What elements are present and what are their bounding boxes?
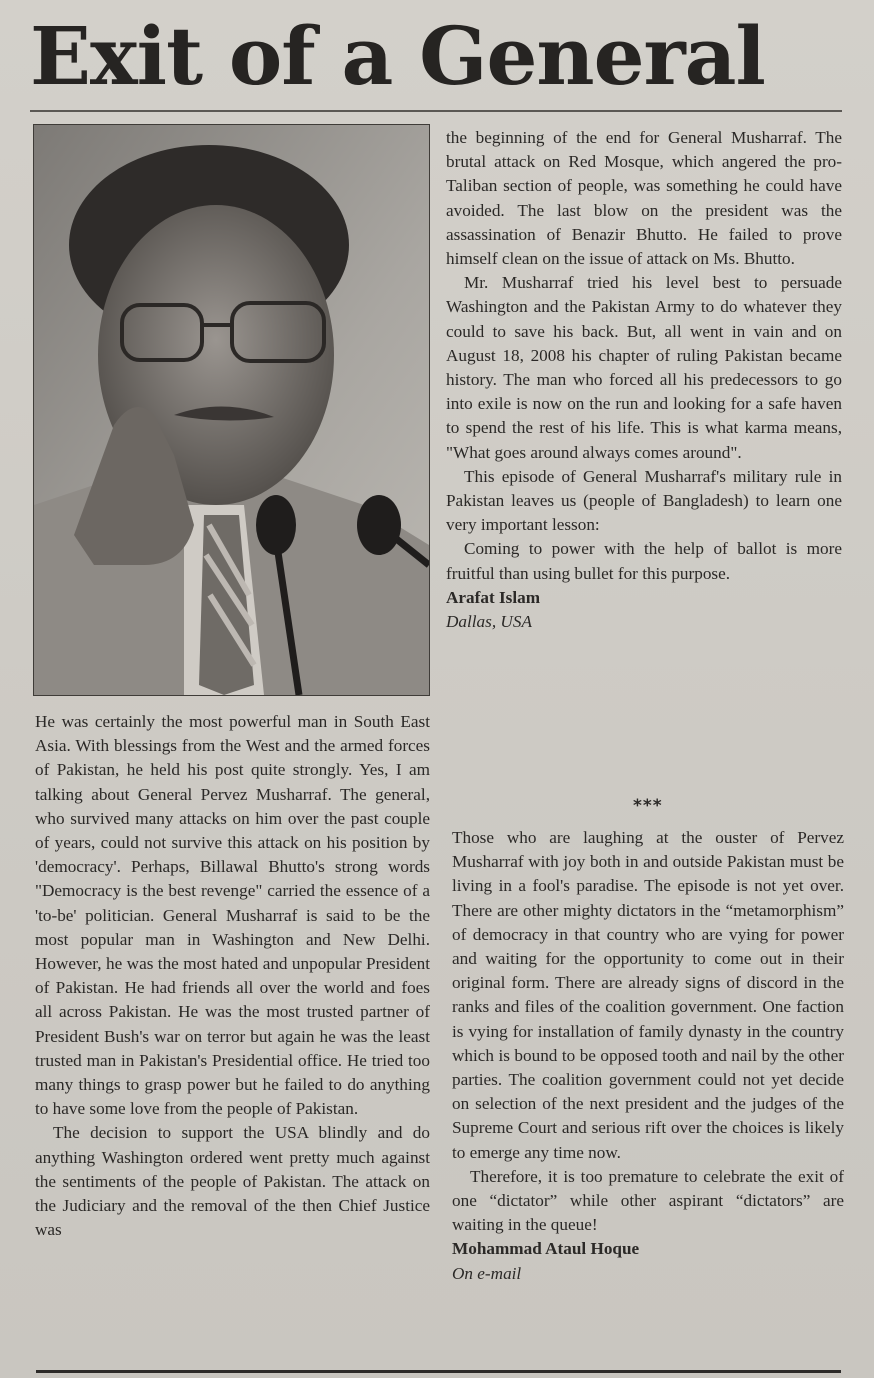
letter1-author: Arafat Islam: [446, 587, 541, 607]
letter2-column: [452, 826, 844, 1286]
portrait-photo: [33, 124, 430, 696]
letter1-column-left: [35, 710, 430, 1242]
letter1-paragraph-5: This episode of General Musharraf's military rule in Pakistan leaves us (people of Bangladesh) to learn one very important lesson:: [446, 466, 842, 535]
letter1-paragraph-4: Mr. Musharraf tried his level best to persuade Washington and the Pakistan Army to do whatever they could to save his back. But, all went in vain and on August 18, 2008 his chapter of ruling Pakistan became history. The man who forced all his predecessors to go into exile is now on the run and looking for a safe haven to spend the rest of his life. This is what karma means, "What goes around always comes around".: [446, 273, 842, 462]
letter1-paragraph-1: He was certainly the most powerful man in South East Asia. With blessings from the West and the armed forces of Pakistan, he held his post quite strongly. Yes, I am talking about General Pervez Musharraf. The general, who survived many attacks on him over the past couple of years, could not survive this attack on his position by 'democracy'. Perhaps, Billawal Bhutto's strong words "Democracy is the best revenge" carried the essence of a 'to-be' politician. General Musharraf is said to be the most popular man in Washington and New Delhi. However, he was the most hated and unpopular President of Pakistan. He had friends all over the world and foes all across Pakistan. He was the most trusted partner of President Bush's war on terror but again he was the least trusted man in Pakistan's Presidential office. He tried too many things to grasp power but he failed to do anything to have some love from the people of Pakistan.: [35, 712, 430, 1119]
headline: Exit of a General: [30, 9, 765, 103]
letter1-location: Dallas, USA: [446, 612, 532, 632]
portrait-photo-icon: [34, 125, 429, 695]
top-rule: [30, 110, 842, 112]
letter2-paragraph-2: Therefore, it is too premature to celebrate the exit of one “dictator” while other aspirant “dictators” are waiting in the queue!: [452, 1166, 844, 1235]
letter1-paragraph-3: the beginning of the end for General Musharraf. The brutal attack on Red Mosque, which angered the pro-Taliban section of people, was something he could have avoided. The last blow on the president was the assassination of Benazir Bhutto. He failed to prove himself clean on the issue of attack on Ms. Bhutto.: [446, 128, 842, 269]
letter1-column-right: [446, 126, 842, 634]
letter1-paragraph-6: Coming to power with the help of ballot is more fruitful than using bullet for this purpose.: [446, 539, 842, 583]
letter2-author: Mohammad Ataul Hoque: [452, 1239, 640, 1259]
letter2-location: On e-mail: [452, 1263, 522, 1283]
letter1-paragraph-2: The decision to support the USA blindly and do anything Washington ordered went pretty much against the sentiments of the people of Pakistan. The attack on the Judiciary and the removal of the then Chief Justice was: [35, 1123, 430, 1240]
letter-separator: ***: [633, 796, 663, 816]
letter2-paragraph-1: Those who are laughing at the ouster of Pervez Musharraf with joy both in and outside Pakistan must be living in a fool's paradise. The episode is not yet over. There are other mighty dictators in the “metamorphism” of democracy in that country who are vying for power and waiting for the opportunity to come out in their original form. There are already signs of discord in the ranks and files of the coalition government. One faction is vying for installation of family dynasty in the country which is bound to be opposed tooth and nail by the other parties. The coalition government could not yet decide on selection of the next president and the judges of the Supreme Court and serious rift over the choices is likely to emerge any time now.: [452, 828, 844, 1162]
bottom-rule: [36, 1370, 841, 1373]
